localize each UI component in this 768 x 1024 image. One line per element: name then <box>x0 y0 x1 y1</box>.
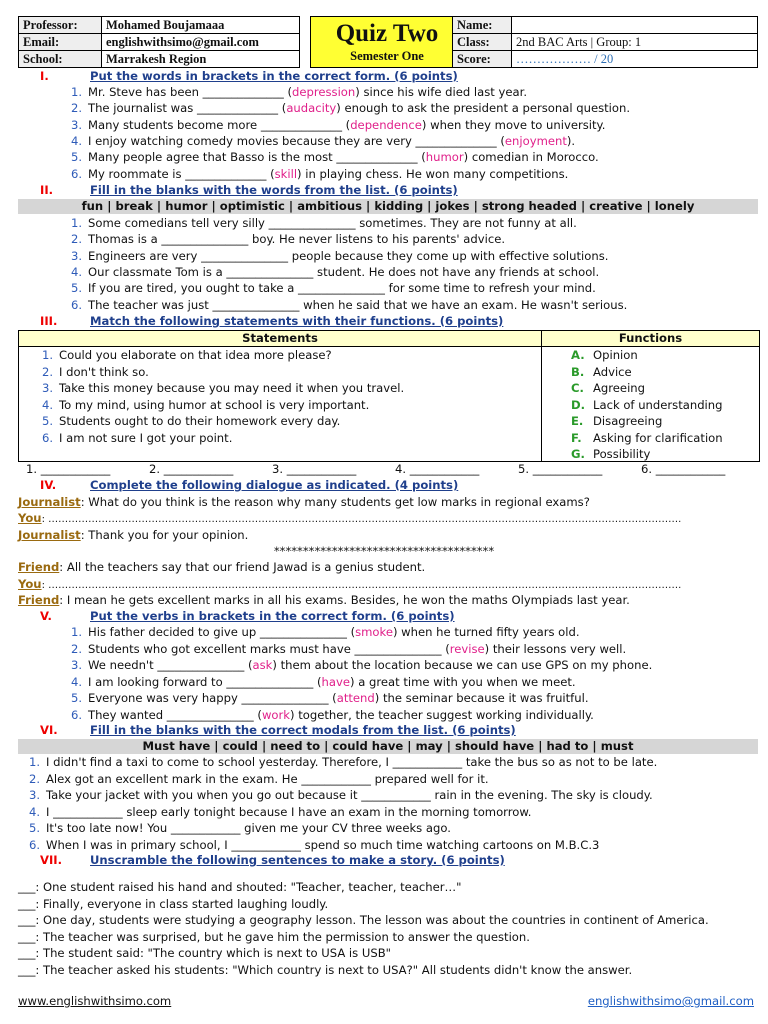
item-number: 2. <box>70 232 82 247</box>
email-label: Email: <box>19 34 102 51</box>
section-number: VII. <box>40 853 63 867</box>
footer-email-link[interactable]: englishwithsimo@gmail.com <box>587 994 754 1008</box>
exercise-item[interactable] <box>60 149 599 165</box>
item-text: They wanted _______________ ( <box>88 707 262 722</box>
item-text: Our classmate Tom is a _______________ student. He does not have any friends at school. <box>88 264 600 279</box>
section-4-heading <box>18 478 458 492</box>
function-letter: B. <box>571 364 585 379</box>
exercise-item[interactable] <box>60 657 652 673</box>
exercise-item[interactable] <box>60 641 626 657</box>
item-number: 4. <box>70 133 82 148</box>
function-text: Opinion <box>593 348 638 362</box>
section-number: VI. <box>40 723 58 737</box>
function-item <box>571 446 650 462</box>
teacher-info-table <box>18 16 300 68</box>
item-text: ) together, the teacher suggest working individually. <box>290 707 594 722</box>
professor-value: Mohamed Boujamaaa <box>102 17 300 34</box>
statement-text: Students ought to do their homework every day. <box>59 414 341 428</box>
section-title: Complete the following dialogue as indicated. (4 points) <box>90 478 459 492</box>
bracket-word: work <box>261 707 290 722</box>
item-text: Many people agree that Basso is the most ______________ ( <box>88 150 426 165</box>
item-text: Some comedians tell very silly _______________ sometimes. They are not funny at all. <box>88 216 577 230</box>
item-text: ) since his wife died last year. <box>355 85 527 99</box>
school-value: Marrakesh Region <box>102 51 300 68</box>
table-divider <box>541 331 542 461</box>
function-item <box>571 413 662 429</box>
story-sentence[interactable]: ___: One student raised his hand and shouted: "Teacher, teacher, teacher…" <box>18 880 462 894</box>
section-title: Unscramble the following sentences to make a story. (6 points) <box>90 853 505 867</box>
footer-website-link[interactable]: www.englishwithsimo.com <box>18 994 172 1008</box>
item-text: I didn't find a taxi to come to school yesterday. Therefore, I ____________ take the bus so as not to be late. <box>46 755 658 769</box>
item-number: 3. <box>28 788 40 802</box>
speaker-label: You <box>18 577 42 591</box>
quiz-title-box <box>310 16 464 68</box>
dialogue-text: : I mean he gets excellent marks in all his exams. Besides, he won the maths Olympiads last year. <box>59 593 630 607</box>
exercise-item[interactable] <box>18 820 451 836</box>
item-number: 2. <box>41 364 53 379</box>
function-text: Possibility <box>593 447 651 461</box>
item-number: 3. <box>70 117 82 132</box>
function-text: Advice <box>593 364 632 379</box>
dialogue-friend-2 <box>18 592 630 608</box>
dialogue-journalist-thanks <box>18 527 248 543</box>
item-text: ) comedian in Morocco. <box>463 150 599 165</box>
item-text: The teacher was just _______________ when he said that we have an exam. He wasn't serious. <box>88 297 628 312</box>
bracket-word: have <box>321 674 350 689</box>
item-number: 4. <box>70 674 82 689</box>
exercise-item[interactable] <box>60 166 568 182</box>
section-number: II. <box>40 183 54 197</box>
section-5-heading <box>18 609 455 623</box>
item-text: ). <box>566 133 576 148</box>
answer-blank[interactable]: 6. ____________ <box>641 462 726 476</box>
item-number: 4. <box>41 397 53 412</box>
item-number: 2. <box>70 101 82 116</box>
item-number: 3. <box>70 658 82 672</box>
quiz-header <box>18 16 758 68</box>
item-number: 1. <box>41 348 53 362</box>
item-text: ) when they move to university. <box>421 117 606 132</box>
item-text: Students who got excellent marks must have _______________ ( <box>88 641 450 656</box>
item-number: 1. <box>70 85 82 99</box>
dialogue-friend-1 <box>18 559 425 575</box>
item-text: Everyone was very happy _______________ ( <box>88 691 337 705</box>
class-value: 2nd BAC Arts | Group: 1 <box>512 34 758 51</box>
section-title: Fill in the blanks with the words from the list. (6 points) <box>90 183 458 197</box>
section-title: Fill in the blanks with the correct modals from the list. (6 points) <box>90 723 516 737</box>
section-number: III. <box>40 314 58 328</box>
bracket-word: smoke <box>355 625 393 639</box>
section-2-heading <box>18 183 458 197</box>
separator-stars: ************************************** <box>273 544 495 558</box>
statement-item <box>23 364 149 380</box>
item-number: 5. <box>41 414 53 428</box>
bracket-word: enjoyment <box>504 133 567 148</box>
dialogue-journalist-question <box>18 494 590 510</box>
section-title: Match the following statements with their functions. (6 points) <box>90 314 504 328</box>
semester-label: Semester One <box>350 49 424 63</box>
email-value: englishwithsimo@gmail.com <box>102 34 300 51</box>
exercise-item[interactable] <box>60 707 594 723</box>
class-label: Class: <box>453 34 512 51</box>
item-text: I ____________ sleep early tonight because I have an exam in the morning tomorrow. <box>46 804 532 819</box>
exercise-item[interactable] <box>18 771 489 787</box>
answer-blank[interactable]: 3. ____________ <box>272 462 357 476</box>
section-3-heading <box>18 314 503 328</box>
item-text: Mr. Steve has been ______________ ( <box>88 85 292 99</box>
bracket-word: audacity <box>286 101 337 116</box>
bracket-word: dependence <box>350 117 422 132</box>
speaker-label: Journalist <box>18 495 81 509</box>
item-number: 1. <box>70 625 82 639</box>
statements-header: Statements <box>19 331 541 347</box>
section-7-heading <box>18 853 505 867</box>
item-number: 5. <box>28 821 40 835</box>
score-field[interactable]: ……………… / 20 <box>512 51 758 68</box>
item-text: Engineers are very _______________ people because they come up with effective solutions. <box>88 248 609 263</box>
item-text: When I was in primary school, I ____________ spend so much time watching cartoons on M.B.C.3 <box>46 837 600 852</box>
item-number: 2. <box>28 771 40 786</box>
bracket-word: attend <box>336 691 375 705</box>
speaker-label: Friend <box>18 593 60 607</box>
item-text: The journalist was ______________ ( <box>88 101 287 116</box>
function-text: Asking for clarification <box>593 430 723 445</box>
item-text: It's too late now! You ____________ given me your CV three weeks ago. <box>46 821 451 835</box>
item-text: My roommate is ______________ ( <box>88 166 275 181</box>
exercise-item[interactable] <box>60 117 605 133</box>
function-letter: A. <box>571 348 585 362</box>
exercise-item[interactable] <box>60 690 589 706</box>
item-number: 3. <box>70 248 82 263</box>
score-label: Score: <box>453 51 512 68</box>
item-number: 5. <box>70 691 82 705</box>
exercise-item[interactable] <box>60 100 630 116</box>
function-letter: E. <box>571 414 584 428</box>
statement-text: To my mind, using humor at school is very important. <box>59 397 370 412</box>
answer-blank[interactable]: 4. ____________ <box>395 462 480 476</box>
dialogue-text: : All the teachers say that our friend Jawad is a genius student. <box>59 560 426 574</box>
item-number: 6. <box>28 837 40 852</box>
student-info-table <box>452 16 758 68</box>
function-text: Agreeing <box>593 381 645 395</box>
modal-list-bar: Must have | could | need to | could have | may | should have | had to | must <box>18 739 758 754</box>
statement-item <box>23 413 340 429</box>
section-number: V. <box>40 609 52 623</box>
item-text: ) in playing chess. He won many competitions. <box>297 166 569 181</box>
item-text: If you are tired, you ought to take a _______________ for some time to refresh your mind. <box>88 281 596 296</box>
statement-item <box>23 347 332 363</box>
name-label: Name: <box>453 17 512 34</box>
item-number: 2. <box>70 641 82 656</box>
function-item <box>571 380 645 396</box>
dialogue-text: : Thank you for your opinion. <box>80 528 249 542</box>
exercise-item[interactable] <box>60 674 576 690</box>
story-sentence[interactable]: ___: One day, students were studying a geography lesson. The lesson was about the countries in continent of America. <box>18 913 709 927</box>
function-letter: D. <box>571 397 586 412</box>
exercise-item[interactable] <box>60 624 580 640</box>
statement-text: I am not sure I got your point. <box>59 430 233 445</box>
function-item <box>571 347 638 363</box>
bracket-word: depression <box>292 85 356 99</box>
function-letter: G. <box>571 447 585 461</box>
exercise-item[interactable] <box>18 837 599 853</box>
dialogue-text: : What do you think is the reason why many students get low marks in regional exams? <box>80 495 590 509</box>
answer-blank[interactable]: 5. ____________ <box>518 462 603 476</box>
exercise-item[interactable] <box>60 231 505 247</box>
exercise-item[interactable] <box>60 280 596 296</box>
name-field[interactable] <box>512 17 758 34</box>
section-number: IV. <box>40 478 57 492</box>
statement-item <box>23 430 232 446</box>
function-item <box>571 430 723 446</box>
item-number: 5. <box>70 150 82 165</box>
exercise-item[interactable] <box>18 754 657 770</box>
item-number: 4. <box>28 804 40 819</box>
function-item <box>571 364 632 380</box>
exercise-item[interactable] <box>60 84 527 100</box>
exercise-item[interactable] <box>60 248 608 264</box>
function-text: Lack of understanding <box>593 397 723 412</box>
function-letter: C. <box>571 381 584 395</box>
item-number: 6. <box>70 707 82 722</box>
item-text: We needn't _______________ ( <box>88 658 253 672</box>
speaker-label: Journalist <box>18 528 81 542</box>
story-sentence[interactable]: ___: The teacher was surprised, but he gave him the permission to answer the question. <box>18 929 530 944</box>
item-text: I am looking forward to _______________ ( <box>88 674 322 689</box>
speaker-label: You <box>18 511 42 525</box>
functions-header: Functions <box>542 331 759 347</box>
answer-line[interactable]: : ………………………………………………………………………………………………………………………………………………………………………. <box>41 580 682 591</box>
bracket-word: humor <box>425 150 464 165</box>
section-title: Put the words in brackets in the correct form. (6 points) <box>90 69 458 83</box>
item-text: ) when he turned fifty years old. <box>392 625 580 639</box>
section-title: Put the verbs in brackets in the correct form. (6 points) <box>90 609 455 623</box>
item-text: ) enough to ask the president a personal question. <box>336 101 631 116</box>
item-text: ) them about the location because we can use GPS on my phone. <box>272 658 653 672</box>
item-number: 4. <box>70 264 82 279</box>
speaker-label: Friend <box>18 560 60 574</box>
item-text: I enjoy watching comedy movies because they are very ______________ ( <box>88 133 505 148</box>
item-text: Many students become more ______________ ( <box>88 117 351 132</box>
matching-table <box>18 330 760 462</box>
item-number: 5. <box>70 281 82 296</box>
item-text: ) the seminar because it was fruitful. <box>374 691 589 705</box>
exercise-item[interactable] <box>60 297 627 313</box>
exercise-item[interactable] <box>18 787 653 803</box>
item-text: ) a great time with you when we meet. <box>350 674 576 689</box>
dialogue-you-answer-1[interactable] <box>18 510 681 528</box>
item-text: ) their lessons very well. <box>484 641 627 656</box>
bracket-word: ask <box>252 658 273 672</box>
statement-text: Take this money because you may need it when you travel. <box>59 381 405 395</box>
item-number: 3. <box>41 381 53 395</box>
statement-item <box>23 380 404 396</box>
item-number: 6. <box>70 166 82 181</box>
exercise-item[interactable] <box>18 804 531 820</box>
section-1-heading <box>18 69 458 83</box>
statement-item <box>23 397 369 413</box>
answer-line[interactable]: : ………………………………………………………………………………………………………………………………………………………………………. <box>41 514 682 525</box>
statement-text: I don't think so. <box>59 364 149 379</box>
exercise-item[interactable] <box>60 215 577 231</box>
function-text: Disagreeing <box>593 414 663 428</box>
item-number: 1. <box>70 216 82 230</box>
exercise-item[interactable] <box>60 133 575 149</box>
item-text: Alex got an excellent mark in the exam. He ____________ prepared well for it. <box>46 771 489 786</box>
function-letter: F. <box>571 430 582 445</box>
story-sentence[interactable]: ___: The teacher asked his students: "Which country is next to USA?" All students didn't know the answer. <box>18 962 633 977</box>
bracket-word: revise <box>449 641 485 656</box>
function-item <box>571 397 722 413</box>
answer-blank[interactable]: 2. ____________ <box>149 462 234 476</box>
exercise-item[interactable] <box>60 264 599 280</box>
item-text: Take your jacket with you when you go out because it ____________ rain in the evening. The sky is cloudy. <box>46 788 653 802</box>
item-number: 6. <box>41 430 53 445</box>
answer-blank[interactable]: 1. ____________ <box>26 462 111 476</box>
item-text: Thomas is a _______________ boy. He never listens to his parents' advice. <box>88 232 506 247</box>
quiz-title: Quiz Two <box>335 20 439 47</box>
professor-label: Professor: <box>19 17 102 34</box>
school-label: School: <box>19 51 102 68</box>
section-6-heading <box>18 723 516 737</box>
story-sentence[interactable]: ___: The student said: "The country which is next to USA is USB" <box>18 946 392 960</box>
bracket-word: skill <box>274 166 298 181</box>
story-sentence[interactable]: ___: Finally, everyone in class started laughing loudly. <box>18 896 329 911</box>
statement-text: Could you elaborate on that idea more please? <box>59 348 332 362</box>
word-list-bar: fun | break | humor | optimistic | ambitious | kidding | jokes | strong headed | creative | lonely <box>18 199 758 214</box>
item-number: 6. <box>70 297 82 312</box>
item-text: His father decided to give up _______________ ( <box>88 625 356 639</box>
item-number: 1. <box>28 755 40 769</box>
section-number: I. <box>40 69 49 83</box>
